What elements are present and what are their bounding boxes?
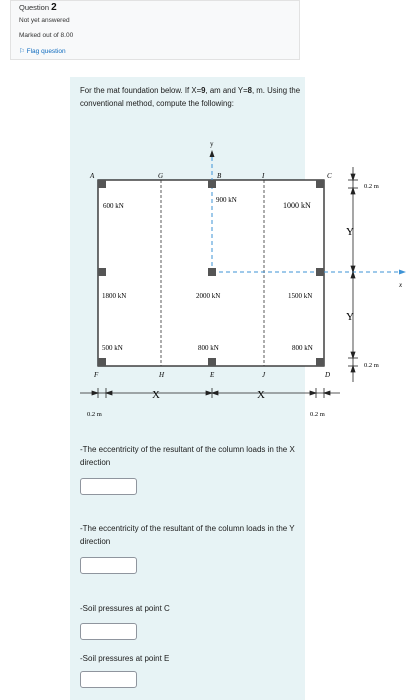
- column-mid-right: [316, 268, 324, 276]
- flag-question-link[interactable]: ⚐ Flag question: [19, 48, 66, 55]
- dim-X-left: X: [152, 389, 160, 401]
- flag-icon: ⚐: [19, 48, 25, 55]
- subquestion-4: -Soil pressures at point E: [80, 654, 170, 663]
- load-top-right: 1000 kN: [283, 201, 311, 210]
- label-I: I: [262, 172, 265, 180]
- question-status: Not yet answered: [19, 17, 70, 24]
- x-axis-arrow-icon: [399, 270, 406, 275]
- edge-top-right: 0.2 m: [364, 183, 379, 190]
- load-mid-mid: 2000 kN: [196, 292, 221, 300]
- subquestion-1: -The eccentricity of the resultant of the column loads in the X direction: [80, 445, 295, 467]
- subquestion-3: -Soil pressures at point C: [80, 604, 170, 613]
- question-number: Question 2: [19, 2, 57, 13]
- label-A: A: [90, 172, 95, 180]
- edge-bot-left: 0.2 m: [87, 411, 102, 418]
- label-G: G: [158, 172, 164, 180]
- load-bot-left: 500 kN: [102, 344, 123, 352]
- column-B: [208, 180, 216, 188]
- edge-bot-right: 0.2 m: [364, 362, 379, 369]
- y-axis-arrow-icon: [210, 150, 215, 157]
- label-F: F: [94, 371, 99, 379]
- y-dimension: [348, 167, 358, 382]
- label-H: H: [159, 371, 165, 379]
- label-D: D: [325, 371, 331, 379]
- x-dimension: [80, 388, 340, 398]
- answer-input-4[interactable]: [80, 671, 137, 688]
- y-axis-label: y: [210, 140, 214, 148]
- label-C: C: [327, 172, 332, 180]
- label-B: B: [217, 172, 222, 180]
- question-intro: For the mat foundation below. If X=9, am and Y=8, m. Using the conventional method, compute the following:: [80, 86, 301, 108]
- column-A: [98, 180, 106, 188]
- load-top-mid: 900 kN: [216, 196, 237, 204]
- load-bot-right: 800 kN: [292, 344, 313, 352]
- column-E: [208, 358, 216, 366]
- dim-X-right: X: [257, 389, 265, 401]
- label-E: E: [210, 371, 215, 379]
- load-top-left: 600 kN: [103, 202, 124, 210]
- dim-Y-lower: Y: [346, 311, 354, 323]
- answer-input-1[interactable]: [80, 478, 137, 495]
- question-info-panel: [10, 0, 300, 60]
- question-marks: Marked out of 8.00: [19, 32, 74, 39]
- x-axis-label: x: [399, 281, 403, 289]
- question-text-panel: [70, 77, 403, 700]
- load-bot-mid: 800 kN: [198, 344, 219, 352]
- column-C: [316, 180, 324, 188]
- column-mid-center: [208, 268, 216, 276]
- edge-bot-right-2: 0.2 m: [310, 411, 325, 418]
- subquestion-2: -The eccentricity of the resultant of the column loads in the Y direction: [80, 524, 295, 546]
- answer-input-2[interactable]: [80, 557, 137, 574]
- column-mid-left: [98, 268, 106, 276]
- column-F: [98, 358, 106, 366]
- dim-Y-upper: Y: [346, 226, 354, 238]
- column-D: [316, 358, 324, 366]
- label-J: J: [262, 371, 266, 379]
- answer-input-3[interactable]: [80, 623, 137, 640]
- load-mid-right: 1500 kN: [288, 292, 313, 300]
- load-mid-left: 1800 kN: [102, 292, 127, 300]
